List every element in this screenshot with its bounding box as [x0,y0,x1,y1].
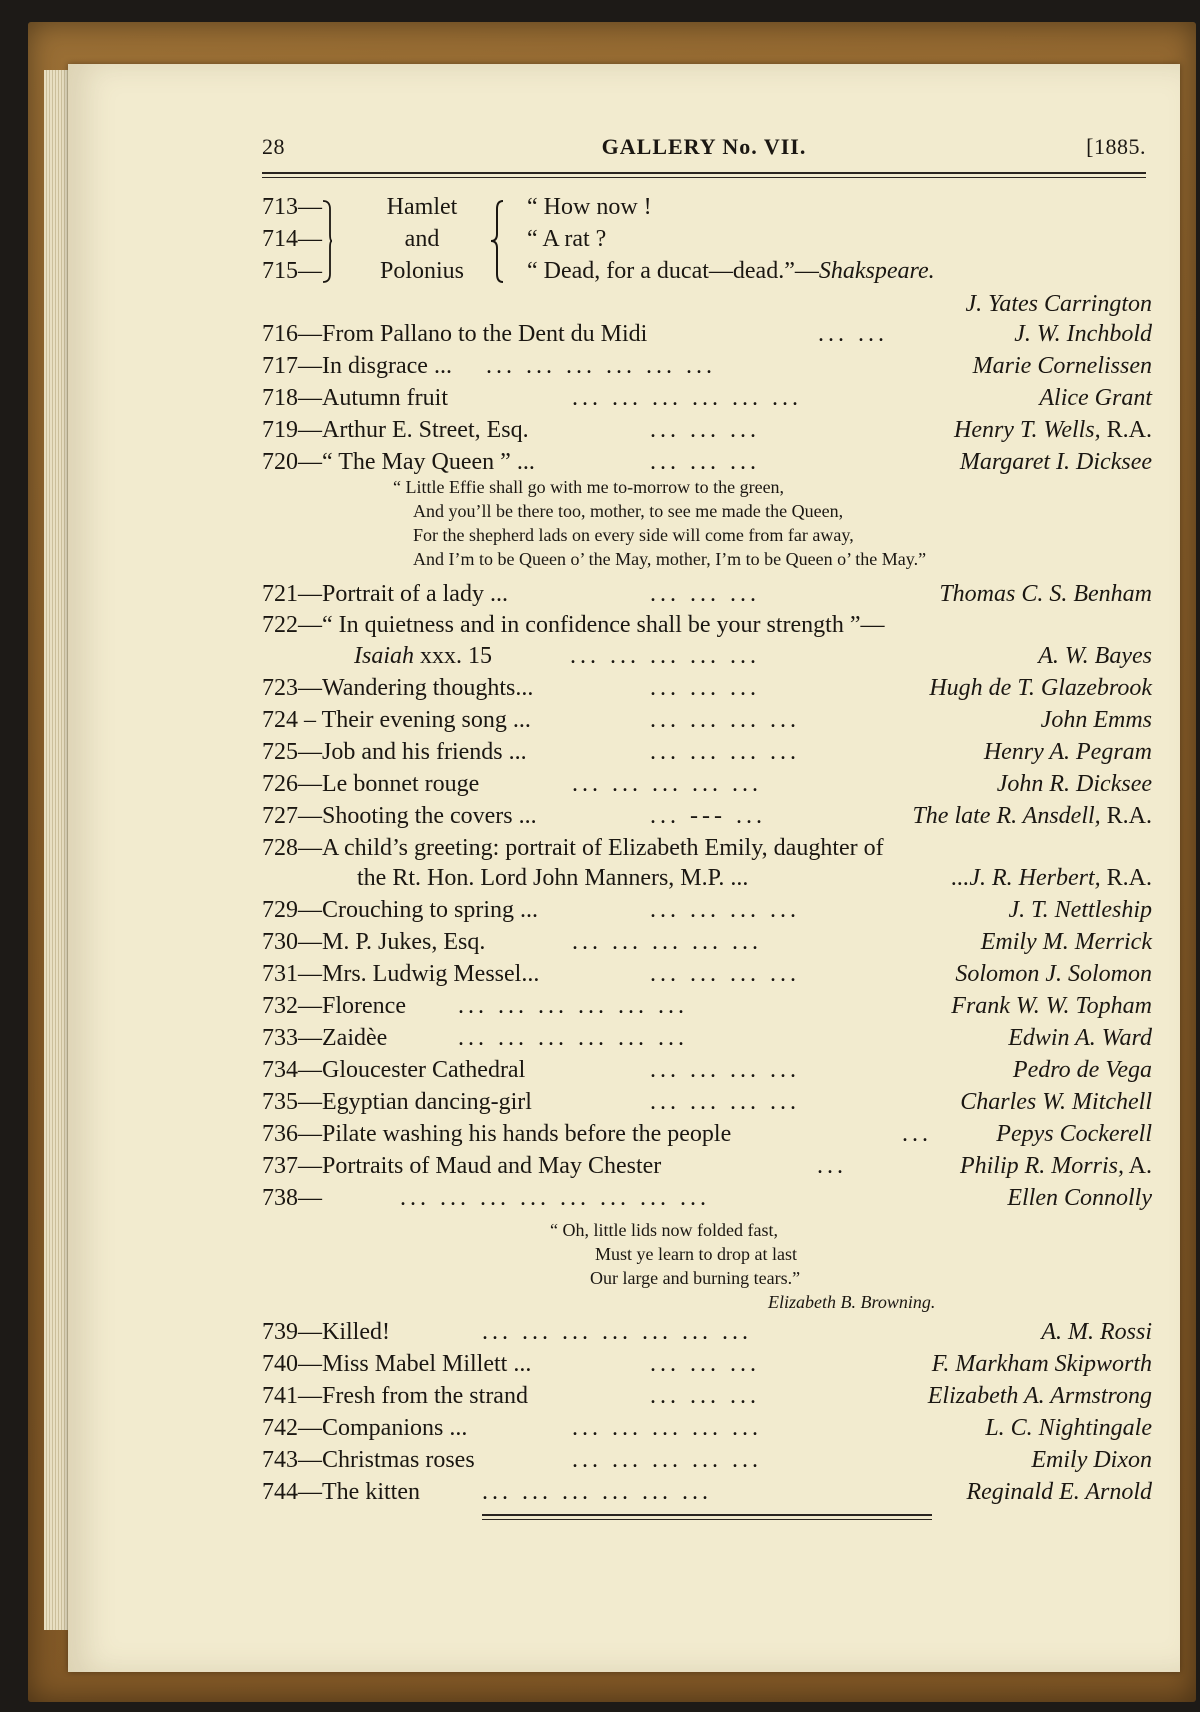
artist-name: Henry T. Wells, [953,417,1101,443]
catalogue-entry: 721—Portrait of a lady ... ... ... ... Thomas C. S. Benham [262,578,1152,610]
artist-title: R.A. [1100,865,1152,891]
quote-line: “ Dead, for a ducat—dead.”— [527,258,819,284]
artist-name: J. T. Nettleship [1008,897,1152,923]
scripture-ref: xxx. 15 [414,643,492,669]
catalogue-entry: 744—The kitten ... ... ... ... ... ... Reginald E. Arnold [262,1476,1152,1508]
artist-name: ...J. R. Herbert, [951,865,1101,891]
artist-name: Henry A. Pegram [983,739,1152,765]
catalogue-entry: 732—Florence ... ... ... ... ... ... Frank W. W. Topham [262,990,1152,1022]
artist-name: Edwin A. Ward [1008,1025,1152,1051]
year-label: [1885. [1086,134,1146,159]
artist-name: A. W. Bayes [1038,643,1152,669]
catalogue-entry: 741—Fresh from the strand ... ... ... Elizabeth A. Armstrong [262,1380,1152,1412]
catalogue-entry: 716—From Pallano to the Dent du Midi ... ... J. W. Inchbold [262,318,1152,350]
artist-name: A. M. Rossi [1041,1319,1152,1345]
catalogue-entry: 736—Pilate washing his hands before the people ... Pepys Cockerell [262,1118,1152,1150]
artist-name: J. Yates Carrington [965,291,1152,317]
verse-line: “ Oh, little lids now folded fast, [550,1220,778,1240]
catalogue-entry: 738— ... ... ... ... ... ... ... ... Ellen Connolly [262,1182,1152,1214]
artist-name: Solomon J. Solomon [955,961,1152,987]
catalogue-entry: 735—Egyptian dancing-girl ... ... ... ... Charles W. Mitchell [262,1086,1152,1118]
catalogue-entry: 733—Zaidèe ... ... ... ... ... ... Edwin A. Ward [262,1022,1152,1054]
catalogue-entry: 727—Shooting the covers ... ... --- ... The late R. Ansdell, R.A. [262,803,1152,829]
artist-title: R.A. [1100,803,1152,829]
catalogue-entry-continued: the Rt. Hon. Lord John Manners, M.P. ... ...J. R. Herbert, R.A. [357,865,1152,891]
header-rule [262,172,1146,174]
verse-line: And I’m to be Queen o’ the May, mother, I’m to be Queen o’ the May.” [413,549,927,569]
catalogue-entry: 724 – Their evening song ... ... ... ... ... John Emms [262,704,1152,736]
artist-name: Alice Grant [1039,385,1152,411]
verse-line: For the shepherd lads on every side will come from far away, [413,525,854,545]
verse-attribution: Elizabeth B. Browning. [768,1292,936,1312]
artist-name: John R. Dicksee [996,771,1152,797]
page-number: 28 [262,134,285,159]
catalogue-entry: 722—“ In quietness and in confidence shall be your strength ”— [262,612,885,638]
catalogue-entry: 743—Christmas roses ... ... ... ... ... Emily Dixon [262,1444,1152,1476]
artist-name: Marie Cornelissen [972,353,1152,379]
artist-name: F. Markham Skipworth [931,1351,1152,1377]
catalogue-entry: 718—Autumn fruit ... ... ... ... ... ... Alice Grant [262,382,1152,414]
artist-name: Elizabeth A. Armstrong [927,1383,1152,1409]
artist-name: Pepys Cockerell [996,1121,1152,1147]
entry-group-713-715 [262,194,1152,294]
header-rule-thin [262,177,1146,178]
artist-name: Emily M. Merrick [980,929,1152,955]
artist-name: Charles W. Mitchell [960,1089,1152,1115]
artist-name: The late R. Ansdell, [912,803,1101,829]
artist-name: Frank W. W. Topham [951,993,1152,1019]
artist-name: Philip R. Morris, [959,1153,1124,1179]
left-brace-icon [487,199,505,284]
catalogue-entry: 734—Gloucester Cathedral ... ... ... ... Pedro de Vega [262,1054,1152,1086]
artist-name: Pedro de Vega [1012,1057,1152,1083]
verse-line: “ Little Effie shall go with me to-morrow to the green, [393,477,785,497]
verse-line: Our large and burning tears.” [590,1268,801,1288]
catalogue-entry: 737—Portraits of Maud and May Chester ... Philip R. Morris, A. [262,1153,1152,1179]
artist-name: Ellen Connolly [1007,1185,1152,1211]
catalogue-entry-continued: Isaiah xxx. 15 ... ... ... ... ... A. W. Bayes [262,640,1152,672]
catalogue-entry: 723—Wandering thoughts... ... ... ... Hugh de T. Glazebrook [262,672,1152,704]
catalogue-entry: 729—Crouching to spring ... ... ... ... ... J. T. Nettleship [262,894,1152,926]
entry-number: 715— [262,258,322,284]
catalogue-entry: 740—Miss Mabel Millett ... ... ... ... F. Markham Skipworth [262,1348,1152,1380]
artist-name: Reginald E. Arnold [966,1479,1152,1505]
quote-line: “ How now ! [527,194,652,220]
artist-name: L. C. Nightingale [985,1415,1152,1441]
artist-name: John Emms [1040,707,1152,733]
browning-verse [550,1218,980,1318]
catalogue-entry: 739—Killed! ... ... ... ... ... ... ... A. M. Rossi [262,1316,1152,1348]
quote-line: “ A rat ? [527,226,607,252]
artist-name: Hugh de T. Glazebrook [929,675,1152,701]
quote-source: Shakspeare. [818,258,935,284]
page-title: GALLERY No. VII. [601,134,807,159]
footer-rule-thin [482,1519,932,1520]
verse-line: Must ye learn to drop at last [595,1244,797,1264]
catalogue-entry: 726—Le bonnet rouge ... ... ... ... ... John R. Dicksee [262,768,1152,800]
artist-name: Margaret I. Dicksee [959,449,1152,475]
catalogue-entry: 725—Job and his friends ... ... ... ... ... Henry A. Pegram [262,736,1152,768]
catalogue-entry: 742—Companions ... ... ... ... ... ... L. C. Nightingale [262,1412,1152,1444]
footer-rule [482,1514,932,1516]
artist-title: R.A. [1100,417,1152,443]
catalogue-entry: 731—Mrs. Ludwig Messel... ... ... ... ... Solomon J. Solomon [262,958,1152,990]
catalogue-entry: 717—In disgrace ... ... ... ... ... ... ... Marie Cornelissen [262,350,1152,382]
catalogue-entry: 728—A child’s greeting: portrait of Elizabeth Emily, daughter of [262,835,884,861]
title-line: Polonius [379,258,465,284]
right-brace-icon [322,199,332,284]
may-queen-verse [393,475,1093,571]
artist-title: A. [1123,1153,1152,1179]
catalogue-entry: 730—M. P. Jukes, Esq. ... ... ... ... ... Emily M. Merrick [262,926,1152,958]
artist-name: J. W. Inchbold [1014,321,1152,347]
verse-line: And you’ll be there too, mother, to see me made the Queen, [413,501,844,521]
catalogue-entry: 720—“ The May Queen ” ... ... ... ... Margaret I. Dicksee [262,446,1152,478]
entry-number: 714— [262,226,322,252]
page-header [262,132,1146,166]
title-line: and [404,226,440,252]
scripture-book: Isaiah [354,643,414,669]
entry-number: 713— [262,194,322,220]
artist-name: Thomas C. S. Benham [939,581,1152,607]
artist-name: Emily Dixon [1031,1447,1152,1473]
title-line: Hamlet [386,194,458,220]
catalogue-entry: 719—Arthur E. Street, Esq. ... ... ... Henry T. Wells, R.A. [262,417,1152,443]
